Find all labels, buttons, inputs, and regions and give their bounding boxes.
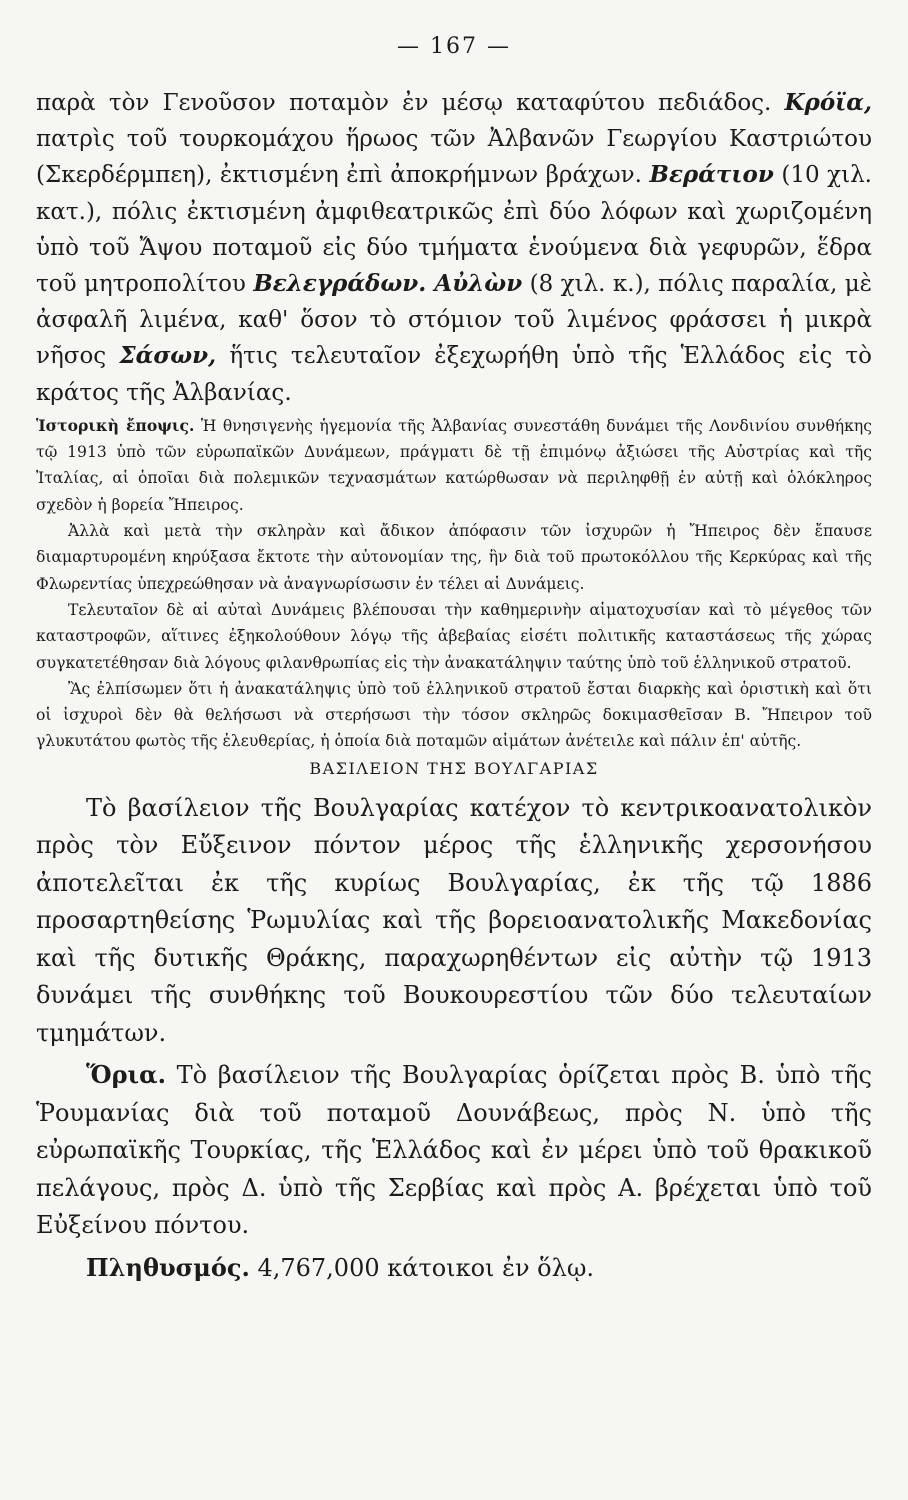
page-number: — 167 — [397,34,511,59]
text-run: (10 χιλ. κατ.), πόλις ἐκτισμένη ἀμφιθεατρικῶς ἐπὶ δύο λόφων καὶ χωριζομένη ὑπὸ τοῦ Ἄψου ποταμοῦ εἰς δύο τμήματα ἑνούμενα διὰ γεφυρῶν, ἕδρα τοῦ μητροπολίτου [36,162,872,298]
text-run: πατρὶς τοῦ τουρκομάχου ἥρωος τῶν Ἀλβανῶν Γεωργίου Καστριώτου (Σκερδέρμπεη), ἐκτισμένη ἐπὶ ἀποκρήμνων βράχων. [36,126,872,189]
text-run: Ἡ θνησιγενὴς ἡγεμονία τῆς Ἀλβανίας συνεστάθη δυνάμει τῆς Λονδινίου συνθήκης τῷ 1913 ὑπὸ τῶν εὐρωπαϊκῶν Δυνάμεων, πράγματι δὲ τῇ ἐπιμόνῳ ἀξιώσει τῆς Αὐστρίας καὶ τῆς Ἰταλίας, αἱ ὁποῖαι διὰ πολεμικῶν τεχνασμάτων κατώρθωσαν νὰ περιληφθῇ ἐν αὐτῇ καὶ ὁλόκληρος σχεδὸν ἡ βορεία Ἤπειρος. [36,416,872,514]
cities-block [36,85,872,411]
text-run: Τὸ βασίλειον τῆς Βουλγαρίας ὁρίζεται πρὸς Β. ὑπὸ τῆς Ῥουμανίας διὰ τοῦ ποταμοῦ Δουνάβεως, πρὸς Ν. ὑπὸ τῆς εὐρωπαϊκῆς Τουρκίας, τῆς Ἑλλάδος καὶ ἐν μέρει ὑπὸ τοῦ θρακικοῦ πελάγους, πρὸς Δ. ὑπὸ τῆς Σερβίας καὶ πρὸς Α. βρέχεται ὑπὸ τοῦ Εὐξείνου πόντου. [36,1061,872,1240]
history-paragraph-4: Ἂς ἐλπίσωμεν ὅτι ἡ ἀνακατάληψις ὑπὸ τοῦ ἑλληνικοῦ στρατοῦ ἔσται διαρκὴς καὶ ὁριστικὴ καὶ ὅτι οἱ ἰσχυροὶ δὲν θὰ θελήσωσι νὰ στερήσωσι τὴν τόσον σκληρῶς δοκιμασθεῖσαν Β. Ἤπειρον τοῦ γλυκυτάτου φωτὸς τῆς ἐλευθερίας, ἡ ὁποία διὰ ποταμῶν αἱμάτων ἀνέτειλε καὶ πάλιν ἐπ' αὐτῆς. [36,679,872,751]
text-run: 4,767,000 κάτοικοι ἐν ὅλῳ. [249,1253,595,1282]
place-name-kroia: Κρόϊα, [784,89,872,116]
place-name-belegradon-aulon: Βελεγράδων. Αὐλὼν [253,270,523,298]
bulgaria-section [36,790,872,1288]
population-paragraph [36,1249,872,1288]
history-paragraph-2: Ἀλλὰ καὶ μετὰ τὴν σκληρὰν καὶ ἄδικον ἀπόφασιν τῶν ἰσχυρῶν ἡ Ἤπειρος δὲν ἔπαυσε διαμαρτυρομένη κηρύξασα ἔκτοτε τὴν αὐτονομίαν της, ἣν διὰ τοῦ πρωτοκόλλου τῆς Κερκύρας καὶ τῆς Φλωρεντίας ὑπεχρεώθησαν νὰ ἀναγνωρίσωσιν ἐν τέλει αἱ Δυνάμεις. [36,522,872,593]
borders-label: Ὅρια. [86,1060,166,1090]
history-heading: Ἱστορικὴ ἔποψις. [36,415,195,435]
cities-paragraph [36,85,872,411]
place-name-sason: Σάσων, [119,342,217,370]
history-paragraph-1 [36,413,872,518]
bulgaria-intro: Τὸ βασίλειον τῆς Βουλγαρίας κατέχον τὸ κεντρικοανατολικὸν πρὸς τὸν Εὔξεινον πόντον μέρος τῆς ἑλληνικῆς χερσονήσου ἀποτελεῖται ἐκ τῆς κυρίως Βουλγαρίας, ἐκ τῆς τῷ 1886 προσαρτηθείσης Ῥωμυλίας καὶ τῆς βορειοανατολικῆς Μακεδονίας καὶ τῆς δυτικῆς Θράκης, παραχωρηθέντων εἰς αὐτὴν τῷ 1913 δυνάμει τῆς συνθήκης τοῦ Βουκουρεστίου τῶν δύο τελευταίων τμημάτων. [36,793,872,1047]
text-run: (8 χιλ. κ.), πόλις παραλία, μὲ ἀσφαλῆ λιμένα, καθ' ὅσον τὸ στόμιον τοῦ λιμένος φράσσει ἡ μικρὰ νῆσος [36,271,873,370]
text-run: ἥτις τελευταῖον ἐξεχωρήθη ὑπὸ τῆς Ἑλλάδος εἰς τὸ κράτος τῆς Ἀλβανίας. [36,343,872,406]
borders-paragraph [36,1056,872,1245]
text-run: παρὰ τὸν Γενοῦσον ποταμὸν ἐν μέσῳ καταφύτου πεδιάδος. [36,90,785,116]
history-section [36,413,872,755]
history-paragraph-3: Τελευταῖον δὲ αἱ αὐταὶ Δυνάμεις βλέπουσαι τὴν καθημερινὴν αἱματοχυσίαν καὶ τὸ μέγεθος τῶν καταστροφῶν, αἵτινες ἐξηκολούθουν λόγῳ τῆς ἀβεβαίας εἰσέτι πολιτικῆς καταστάσεως τῆς χώρας συγκατετέθησαν διὰ λόγους φιλανθρωπίας εἰς τὴν ἀνακατάληψιν ταύτης ὑπὸ τοῦ ἑλληνικοῦ στρατοῦ. [36,600,872,672]
section-title: ΒΑΣΙΛΕΙΟΝ ΤΗΣ ΒΟΥΛΓΑΡΙΑΣ [309,758,599,778]
place-name-beratio: Βεράτιον [649,161,774,189]
population-label: Πληθυσμός. [86,1252,250,1282]
